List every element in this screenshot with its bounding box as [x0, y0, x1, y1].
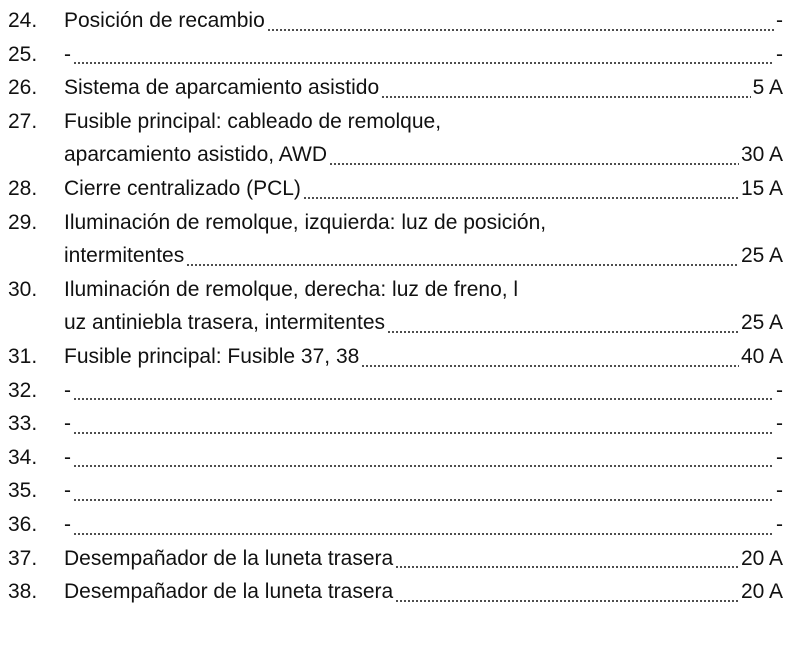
fuse-rating: 5 A: [752, 76, 783, 100]
fuse-number: 33.: [8, 412, 38, 436]
fuse-rating: -: [776, 512, 783, 536]
fuse-number: 31.: [8, 344, 38, 368]
fuse-entry-28: [8, 172, 783, 206]
fuse-number: 35.: [8, 479, 38, 503]
dot-leader: [303, 197, 739, 199]
fuse-description: -: [64, 412, 71, 436]
fuse-rating: 20 A: [740, 580, 783, 604]
fuse-rating: 25 A: [740, 244, 783, 268]
fuse-description: Fusible principal: Fusible 37, 38: [64, 344, 360, 368]
dot-leader: [73, 398, 774, 400]
dot-leader: [186, 264, 739, 266]
dot-leader: [395, 600, 739, 602]
fuse-description: -: [64, 42, 71, 66]
fuse-entry-32: [8, 374, 783, 408]
fuse-number: 28.: [8, 176, 38, 200]
dot-leader: [329, 163, 739, 165]
fuse-rating: 40 A: [740, 344, 783, 368]
dot-leader: [267, 29, 774, 31]
fuse-description-continued: uz antiniebla trasera, intermitentes: [64, 311, 385, 335]
fuse-entry-30: [8, 273, 783, 340]
fuse-description: -: [64, 512, 71, 536]
fuse-number: 37.: [8, 546, 38, 570]
fuse-rating: 15 A: [740, 176, 783, 200]
fuse-description-continued: aparcamiento asistido, AWD: [64, 143, 328, 167]
fuse-entry-38: [8, 575, 783, 609]
fuse-rating: -: [776, 445, 783, 469]
fuse-description: -: [64, 479, 71, 503]
fuse-number: 32.: [8, 378, 38, 402]
fuse-number: 30.: [8, 277, 38, 301]
dot-leader: [387, 331, 739, 333]
dot-leader: [73, 62, 774, 64]
fuse-number: 27.: [8, 109, 38, 133]
fuse-number: 34.: [8, 445, 38, 469]
fuse-rating: -: [776, 42, 783, 66]
fuse-entry-31: [8, 340, 783, 374]
fuse-entry-35: [8, 474, 783, 508]
fuse-rating: 25 A: [740, 311, 783, 335]
fuse-description: -: [64, 445, 71, 469]
dot-leader: [73, 432, 774, 434]
fuse-rating: -: [776, 479, 783, 503]
fuse-entry-34: [8, 441, 783, 475]
fuse-rating: -: [776, 412, 783, 436]
dot-leader: [73, 499, 774, 501]
dot-leader: [73, 465, 774, 467]
fuse-number: 29.: [8, 210, 38, 234]
fuse-entry-36: [8, 508, 783, 542]
dot-leader: [361, 365, 739, 367]
fuse-description: Desempañador de la luneta trasera: [64, 580, 394, 604]
fuse-description-continued: intermitentes: [64, 244, 185, 268]
fuse-description: Sistema de aparcamiento asistido: [64, 76, 380, 100]
fuse-rating: -: [776, 9, 783, 32]
fuse-description: -: [64, 378, 71, 402]
dot-leader: [395, 566, 739, 568]
fuse-number: 24.: [8, 9, 38, 32]
fuse-rating: 20 A: [740, 546, 783, 570]
fuse-entry-25: [8, 38, 783, 72]
fuse-entry-33: [8, 407, 783, 441]
fuse-description: Cierre centralizado (PCL): [64, 176, 301, 200]
fuse-number: 26.: [8, 76, 38, 100]
fuse-description: Iluminación de remolque, izquierda: luz de posición,: [64, 210, 547, 234]
fuse-entry-29: [8, 206, 783, 273]
dot-leader: [73, 533, 774, 535]
fuse-number: 36.: [8, 512, 38, 536]
fuse-description: Iluminación de remolque, derecha: luz de freno, l: [64, 277, 519, 301]
dot-leader: [381, 96, 750, 98]
fuse-rating: 30 A: [740, 143, 783, 167]
fuse-entry-24: [8, 4, 783, 38]
fuse-description: Posición de recambio: [64, 9, 265, 32]
fuse-description: Desempañador de la luneta trasera: [64, 546, 394, 570]
fuse-entry-37: [8, 542, 783, 576]
fuse-rating: -: [776, 378, 783, 402]
fuse-entry-26: [8, 71, 783, 105]
fuse-number: 25.: [8, 42, 38, 66]
fuse-description: Fusible principal: cableado de remolque,: [64, 109, 442, 133]
fuse-number: 38.: [8, 580, 38, 604]
fuse-entry-27: [8, 105, 783, 172]
